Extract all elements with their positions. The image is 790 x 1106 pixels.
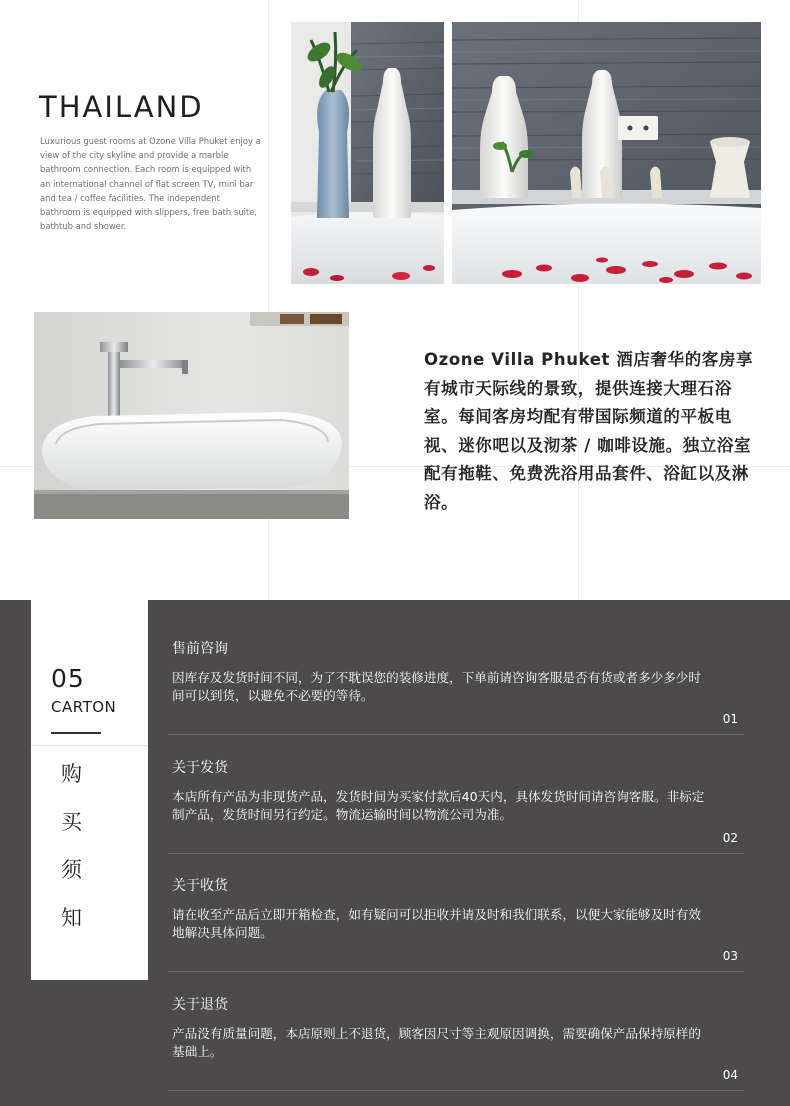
notice-item-body: 本店所有产品为非现货产品，发货时间为买家付款后40天内，具体发货时间请咨询客服。非标定制产品，发货时间另行约定。物流运输时间以物流公司为准。 bbox=[172, 789, 705, 822]
notice-item-divider bbox=[168, 1090, 744, 1091]
vertical-title-char: 知 bbox=[61, 906, 82, 930]
vertical-title-char: 买 bbox=[61, 810, 82, 834]
notice-item-receiving bbox=[172, 837, 744, 963]
intro-paragraph-cn: Ozone Villa Phuket 酒店奢华的客房享有城市天际线的景致，提供连接大理石浴室。每间客房均配有带国际频道的平板电视、迷你吧以及沏茶 / 咖啡设施。独立浴室配有拖鞋、免费洗浴用品套件、浴缸以及淋浴。 bbox=[424, 350, 754, 512]
section-label: CARTON bbox=[51, 698, 117, 716]
basin-photo bbox=[34, 312, 349, 519]
vertical-title-char: 购 bbox=[61, 762, 82, 786]
notice-item-body: 请在收至产品后立即开箱检查，如有疑问可以拒收并请及时和我们联系，以便大家能够及时有效地解决具体问题。 bbox=[172, 907, 701, 940]
notice-item-number: 03 bbox=[722, 949, 738, 963]
notice-item-title: 关于收货 bbox=[172, 878, 228, 894]
section-divider bbox=[31, 745, 148, 746]
purchase-notice-section bbox=[0, 600, 790, 1106]
page-title: THAILAND bbox=[39, 90, 204, 124]
notice-item-number: 02 bbox=[722, 831, 738, 845]
notice-item-returns bbox=[172, 956, 744, 1082]
bathtub-photo bbox=[452, 22, 761, 284]
vase-photo bbox=[291, 22, 444, 284]
notice-item-presale bbox=[172, 600, 744, 726]
notice-side-card bbox=[31, 600, 148, 980]
notice-item-number: 04 bbox=[722, 1068, 738, 1082]
section-rule bbox=[51, 732, 101, 734]
notice-item-title: 关于发货 bbox=[172, 760, 228, 776]
vertical-title-char: 须 bbox=[61, 858, 82, 882]
notice-item-number: 01 bbox=[722, 712, 738, 726]
section-number: 05 bbox=[51, 664, 85, 693]
notice-item-body: 产品没有质量问题，本店原则上不退货，顾客因尺寸等主观原因调换，需要确保产品保持原样的基础上。 bbox=[172, 1026, 701, 1059]
notice-item-shipping bbox=[172, 719, 744, 845]
notice-item-title: 售前咨询 bbox=[172, 641, 228, 657]
intro-paragraph-en: Luxurious guest rooms at Ozone Villa Phuket enjoy a view of the city skyline and provide a marble bathroom connection. Each room is equipped with an international channel of flat screen TV, mini bar and tea / coffee facilities. The independent bathroom is equipped with slippers, free bath suite, bathtub and shower. bbox=[40, 136, 261, 232]
notice-item-body: 因库存及发货时间不同，为了不耽误您的装修进度，下单前请咨询客服是否有货或者多少多少时间可以到货，以避免不必要的等待。 bbox=[172, 670, 701, 703]
notice-item-title: 关于退货 bbox=[172, 997, 228, 1013]
